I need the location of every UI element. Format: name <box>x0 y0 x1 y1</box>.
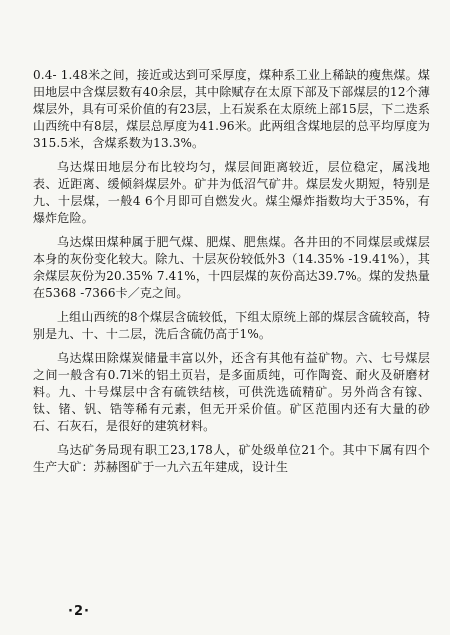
paragraph-geology: 乌达煤田地层分布比较均匀，煤层间距离较近，层位稳定，属浅地表、近距离、缓倾斜煤层外。矿井为低沼气矿井。煤层发火期短，特别是九、十层煤，一般4 6个月即可自燃发火。煤尘爆炸指数均大于35%，有爆炸危险。 <box>33 160 430 225</box>
page-number: ·2· <box>68 604 90 619</box>
paragraph-coal-seams: 0.4- 1.48米之间，接近或达到可采厚度，煤种系工业上稀缺的瘦焦煤。煤田地层中含煤层数有40余层，其中除赋存在太原下部及下部煤层的12个薄煤层外，具有可采价值的有23层，上石炭系在太原统上部15层，下二迭系山西统中有8层，煤层总厚度为41.96米。此两组含煤地层的总平均厚度为315.5米，含煤系数为13.3%。 <box>33 68 430 150</box>
paragraph-mining-bureau: 乌达矿务局现有职工23,178人，矿处级单位21个。其中下属有四个生产大矿：苏赫图矿于一九六五年建成，设计生 <box>33 443 430 474</box>
paragraph-sulfur: 上组山西统的8个煤层含硫较低，下组太原统上部的煤层含硫较高，特别是九、十、十二层，洗后含硫仍高于1%。 <box>33 310 430 341</box>
paragraph-coal-type: 乌达煤田煤种属于肥气煤、肥煤、肥焦煤。各井田的不同煤层或煤层本身的灰份变化较大。除九、十层灰份较低外3（14.35% -19.41%），其余煤层灰份为20.35% 7.41%，十四层煤的灰份高达39.7%。煤的发热量在5368 -7366卡／克之间。 <box>33 235 430 300</box>
body-text <box>33 67 430 476</box>
paragraph-minerals: 乌达煤田除煤炭储量丰富以外，还含有其他有益矿物。六、七号煤层之间一般含有0.7l米的铝土页岩，是多面质纯，可作陶瓷、耐火及研磨材料。九、十号煤层中含有硫铁结核，可供洗选硫精矿。另外尚含有镓、钛、锗、钒、锆等稀有元素，但无开采价值。矿区范围内还有大量的砂石、石灰石，是很好的建筑材料。 <box>33 351 430 433</box>
